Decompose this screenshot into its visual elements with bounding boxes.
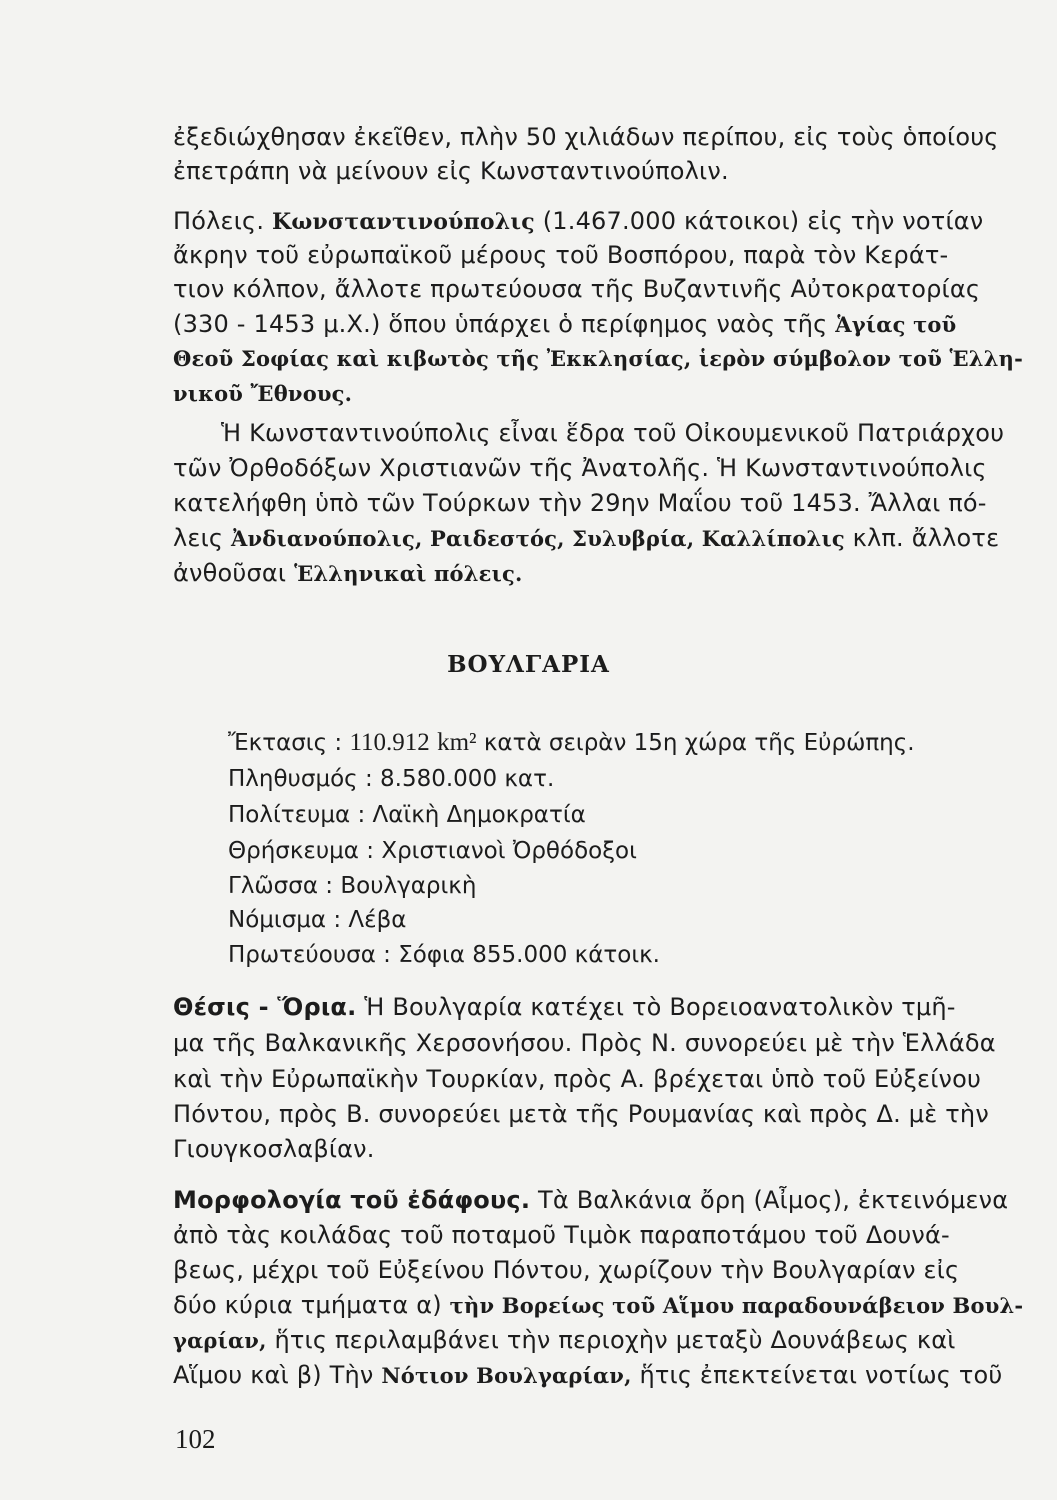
- section-heading: ΒΟΥΛΓΑΡΙΑ: [447, 651, 610, 678]
- page-number: 102: [175, 1424, 216, 1454]
- poleis-label: Πόλεις.: [173, 207, 265, 235]
- poleis-line-5: Θεοῦ Σοφίας καὶ κιβωτὸς τῆς Ἐκκλησίας, ἱερὸν σύμβολον τοῦ Ἑλλη-: [173, 346, 1024, 371]
- poleis-p2-line-5-pre: ἀνθοῦσαι: [173, 559, 287, 587]
- poleis-line-3: τιον κόλπον, ἄλλοτε πρωτεύουσα τῆς Βυζαντινῆς Αὐτοκρατορίας: [173, 275, 981, 303]
- morph-line-1: [173, 1185, 1013, 1215]
- poleis-line-2: ἄκρην τοῦ εὐρωπαϊκοῦ μέρους τοῦ Βοσπόρου, παρὰ τὸν Κεράτ-: [173, 241, 949, 269]
- poleis-line-4-bold: Ἁγίας τοῦ: [835, 312, 957, 337]
- poleis-p2-line-2: τῶν Ὀρθοδόξων Χριστιανῶν τῆς Ἀνατολῆς. Ἡ Κωνσταντινούπολις: [173, 454, 987, 482]
- morph-line-3: βεως, μέχρι τοῦ Εὐξείνου Πόντου, χωρίζουν τὴν Βουλγαρίαν εἰς: [173, 1256, 960, 1284]
- poleis-p2-line-5-bold: Ἑλληνικαὶ πόλεις.: [294, 561, 523, 586]
- fact-area-rank: κατὰ σειρὰν 15η χώρα τῆς Εὐρώπης.: [483, 730, 915, 756]
- morph-line-6-post: ἥτις ἐπεκτείνεται νοτίως τοῦ: [639, 1361, 1003, 1389]
- poleis-p2-line-4: [173, 523, 1013, 554]
- thesis-line-5: Γιουγκοσλαβίαν.: [173, 1135, 375, 1163]
- poleis-p2-line-1: Ἡ Κωνσταντινούπολις εἶναι ἕδρα τοῦ Οἰκουμενικοῦ Πατριάρχου: [221, 419, 1005, 447]
- thesis-line-1-text: Ἡ Βουλγαρία κατέχει τὸ Βορειοανατολικὸν τμῆ-: [364, 993, 956, 1021]
- morph-line-5: [173, 1325, 1013, 1356]
- poleis-city: Κωνσταντινούπολις: [272, 209, 535, 235]
- fact-government: Πολίτευμα : Λαϊκὴ Δημοκρατία: [228, 802, 586, 828]
- fact-area-value: 110.912: [349, 729, 430, 756]
- fact-language: Γλῶσσα : Βουλγαρικὴ: [228, 873, 477, 899]
- intro-line-1: ἐξεδιώχθησαν ἐκεῖθεν, πλὴν 50 χιλιάδων περίπου, εἰς τοὺς ὁποίους: [173, 123, 999, 151]
- thesis-line-3: καὶ τὴν Εὐρωπαϊκὴν Τουρκίαν, πρὸς Α. βρέχεται ὑπὸ τοῦ Εὐξείνου: [173, 1065, 982, 1093]
- morph-line-1-text: Τὰ Βαλκάνια ὄρη (Αἶμος), ἐκτεινόμενα: [538, 1186, 1009, 1214]
- poleis-p2-line-4-pre: λεις: [173, 524, 224, 552]
- fact-area: [228, 728, 915, 758]
- morph-line-5-bold: γαρίαν,: [173, 1328, 267, 1353]
- thesis-line-1: [173, 992, 1013, 1022]
- poleis-p2-line-3: κατελήφθη ὑπὸ τῶν Τούρκων τὴν 29ην Μαΐου τοῦ 1453. Ἄλλαι πό-: [173, 489, 987, 517]
- thesis-label: Θέσις - Ὅρια.: [173, 993, 357, 1021]
- poleis-line-1-rest: (1.467.000 κάτοικοι) εἰς τὴν νοτίαν: [542, 207, 984, 235]
- morph-line-5-post: ἥτις περιλαμβάνει τὴν περιοχὴν μεταξὺ Δουνάβεως καὶ: [274, 1326, 956, 1354]
- poleis-p2-cities: Ἀνδιανούπολις, Ραιδεστός, Συλυβρία, Καλλίπολις: [231, 526, 845, 551]
- poleis-line-4-pre: (330 - 1453 μ.Χ.) ὅπου ὑπάρχει ὁ περίφημος ναὸς τῆς: [173, 310, 828, 338]
- morph-line-4: [173, 1290, 1024, 1321]
- morph-line-4-bold: τὴν Βορείως τοῦ Αἵμου παραδουνάβειον Βουλ-: [449, 1293, 1024, 1318]
- thesis-line-2: μα τῆς Βαλκανικῆς Χερσονήσου. Πρὸς Ν. συνορεύει μὲ τὴν Ἑλλάδα: [173, 1029, 996, 1057]
- fact-capital: Πρωτεύουσα : Σόφια 855.000 κάτοικ.: [228, 942, 660, 968]
- fact-area-unit: km²: [437, 729, 477, 756]
- poleis-p2-line-4-post: κλπ. ἄλλοτε: [852, 524, 1000, 552]
- fact-area-label: Ἔκτασις :: [228, 730, 343, 756]
- morph-line-2: ἀπὸ τὰς κοιλάδας τοῦ ποταμοῦ Τιμὸκ παραποτάμου τοῦ Δουνά-: [173, 1221, 950, 1249]
- fact-population: Πληθυσμός : 8.580.000 κατ.: [228, 766, 555, 792]
- poleis-line-6: νικοῦ Ἔθνους.: [173, 381, 353, 406]
- poleis-line-1: [173, 206, 1013, 237]
- fact-currency: Νόμισμα : Λέβα: [228, 907, 407, 933]
- fact-religion: Θρήσκευμα : Χριστιανοὶ Ὀρθόδοξοι: [228, 838, 637, 864]
- thesis-line-4: Πόντου, πρὸς Β. συνορεύει μετὰ τῆς Ρουμανίας καὶ πρὸς Δ. μὲ τὴν: [173, 1100, 989, 1128]
- morph-line-6-bold: Νότιον Βουλγαρίαν,: [381, 1363, 632, 1388]
- morph-line-4-pre: δύο κύρια τμήματα α): [173, 1291, 442, 1319]
- poleis-p2-line-5: [173, 558, 1013, 589]
- intro-line-2: ἐπετράπη νὰ μείνουν εἰς Κωνσταντινούπολιν.: [173, 157, 729, 185]
- morph-line-6-pre: Αἵμου καὶ β) Τὴν: [173, 1361, 374, 1389]
- morph-line-6: [173, 1360, 1013, 1391]
- poleis-line-4: [173, 309, 1013, 340]
- morph-label: Μορφολογία τοῦ ἐδάφους.: [173, 1186, 531, 1214]
